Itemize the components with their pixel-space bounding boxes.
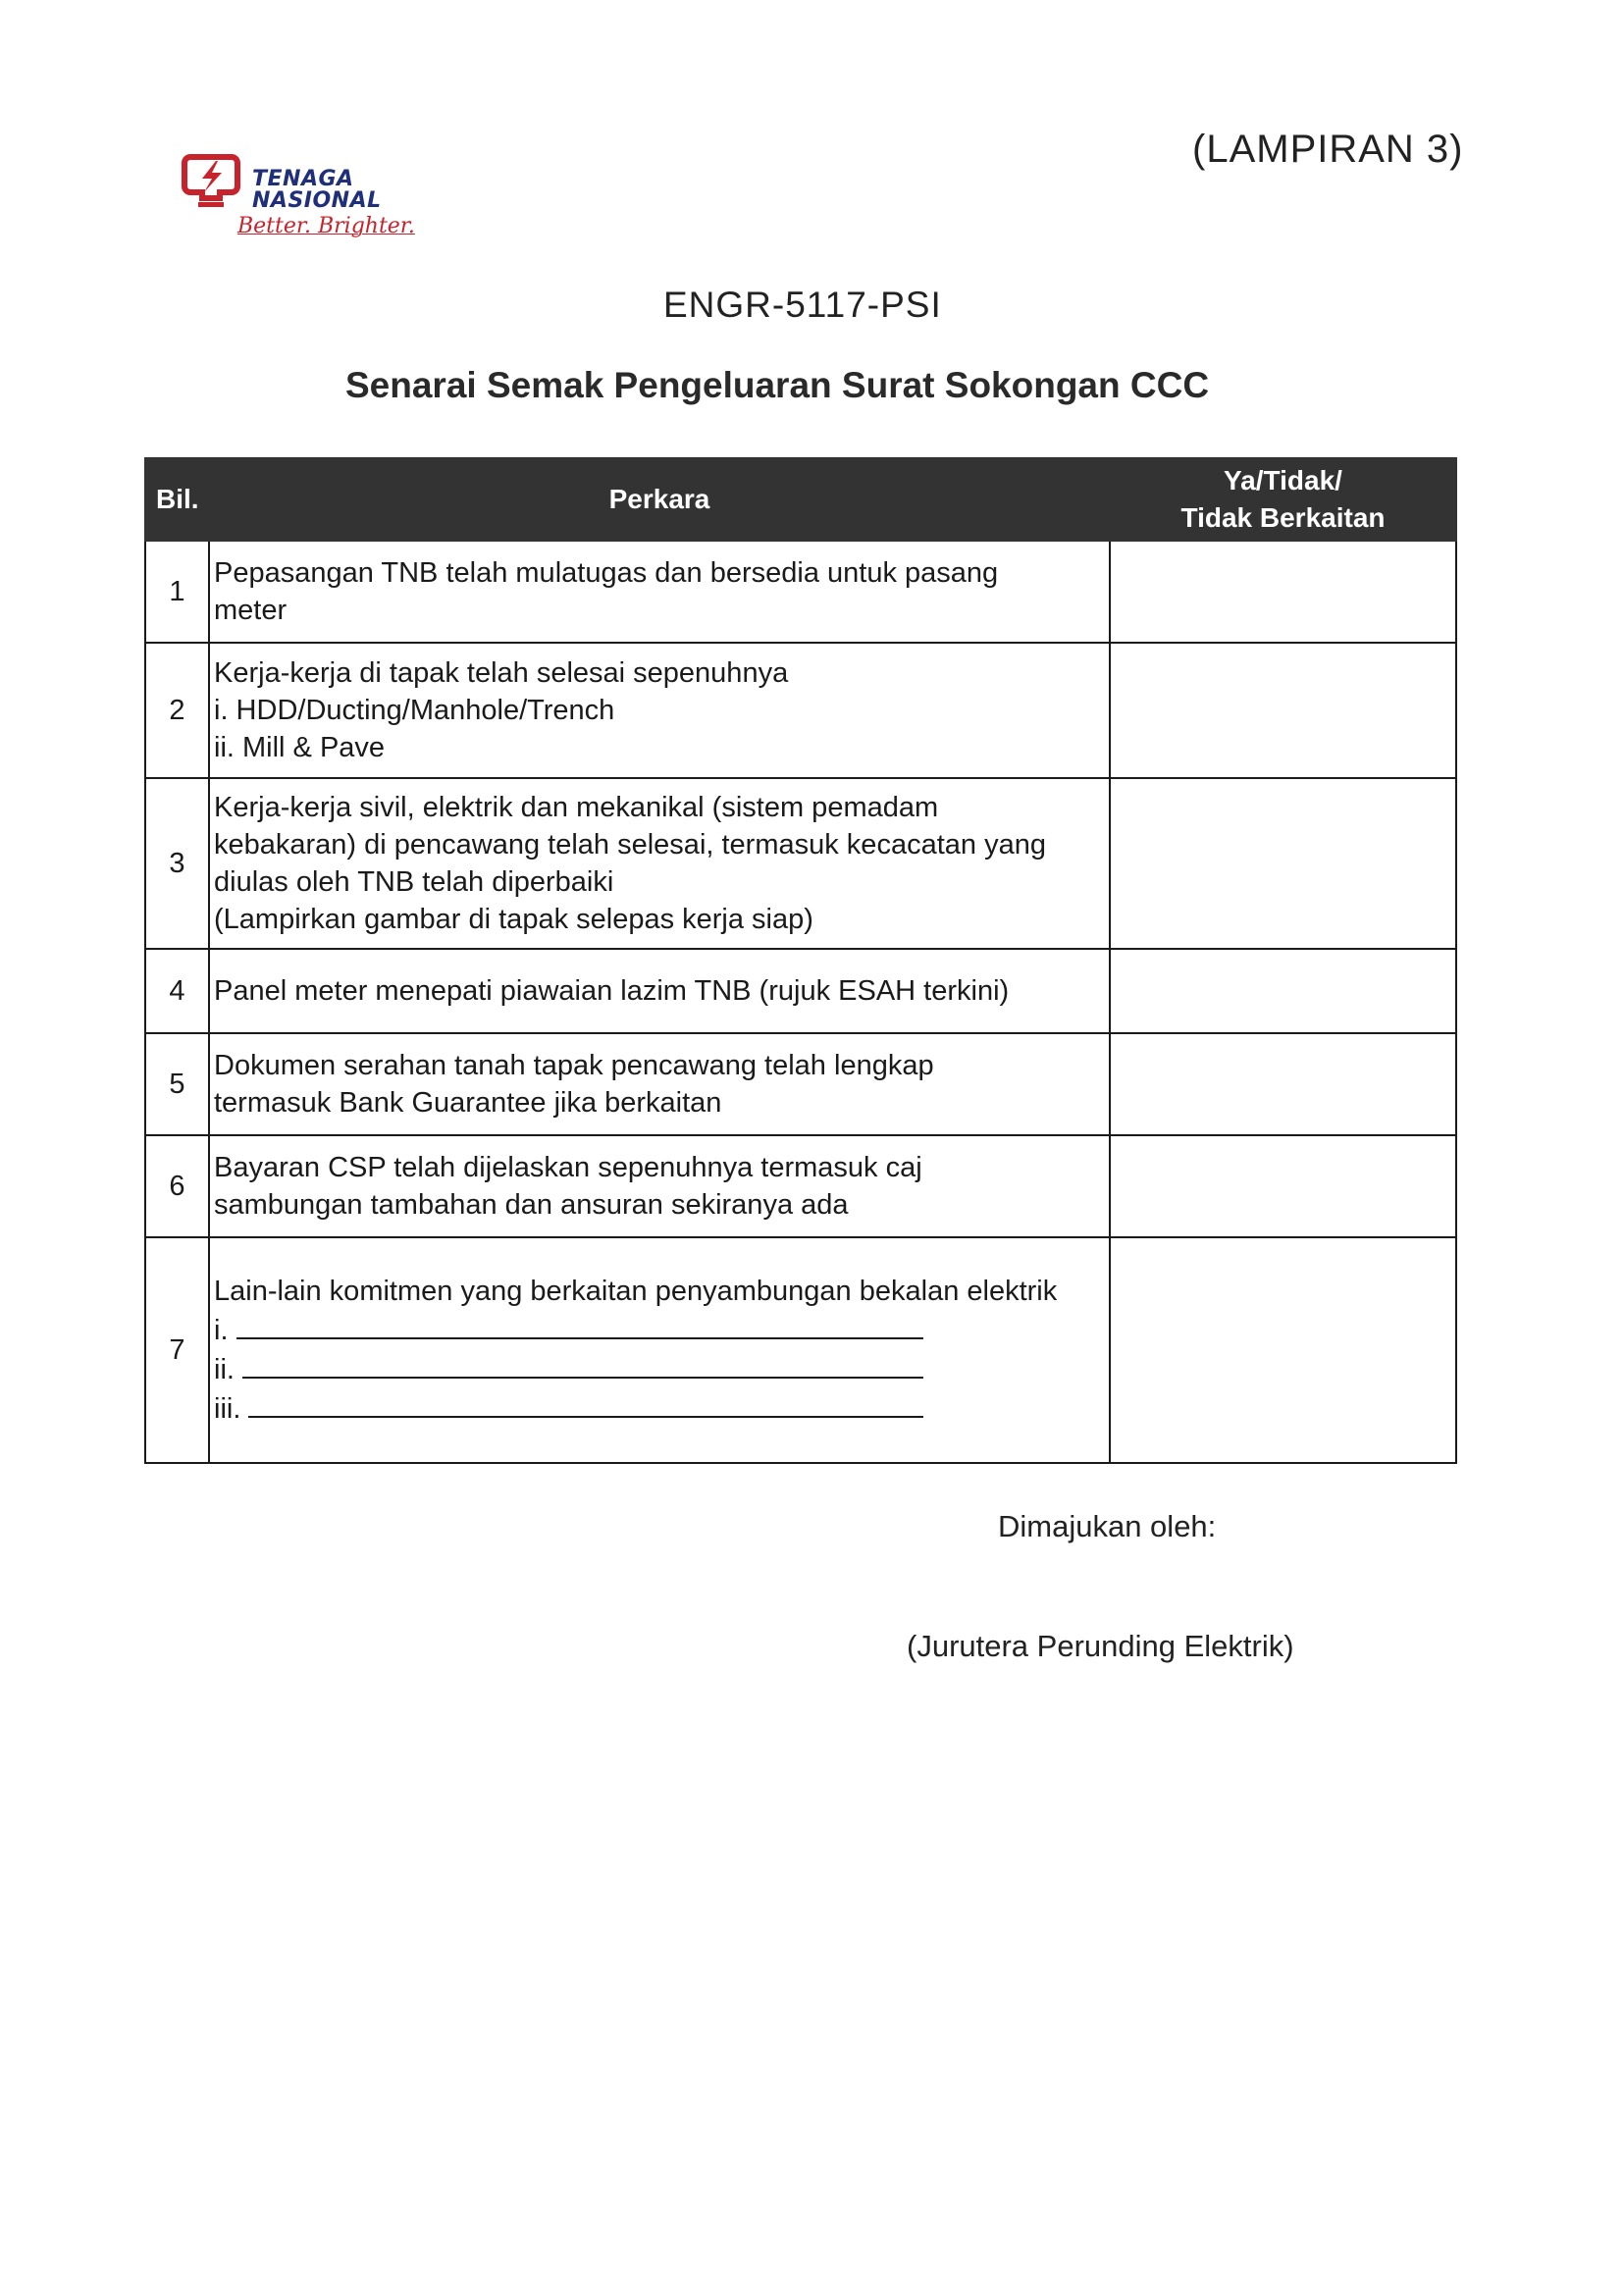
row-status-cell[interactable]	[1110, 1033, 1456, 1135]
row-status-cell[interactable]	[1110, 778, 1456, 949]
item-line: i. HDD/Ducting/Manhole/Trench	[214, 695, 615, 726]
blank-entry	[214, 1349, 1109, 1388]
row-item	[209, 1135, 1110, 1237]
row-number: 2	[145, 643, 209, 778]
row-status-cell[interactable]	[1110, 643, 1456, 778]
blank-entry	[214, 1388, 1109, 1428]
header-status-line2: Tidak Berkaitan	[1180, 502, 1386, 533]
item-line: Kerja-kerja sivil, elektrik dan mekanikal (sistem pemadam	[214, 792, 939, 823]
header-perkara: Perkara	[209, 458, 1110, 541]
blank-entry-label: ii.	[214, 1354, 235, 1385]
blank-entry-label: iii.	[214, 1393, 241, 1425]
table-row	[145, 541, 1456, 643]
item-line: Bayaran CSP telah dijelaskan sepenuhnya termasuk caj	[214, 1152, 922, 1183]
tnb-logo	[179, 149, 434, 247]
row-item	[209, 1237, 1110, 1463]
submitted-by-label: Dimajukan oleh:	[998, 1509, 1217, 1543]
item-line: Lain-lain komitmen yang berkaitan penyambungan bekalan elektrik	[214, 1276, 1058, 1307]
item-line: termasuk Bank Guarantee jika berkaitan	[214, 1087, 722, 1119]
table-row	[145, 949, 1456, 1033]
page-title: Senarai Semak Pengeluaran Surat Sokongan CCC	[345, 365, 1210, 405]
row-status-cell[interactable]	[1110, 1135, 1456, 1237]
table-row	[145, 1135, 1456, 1237]
row-status-cell[interactable]	[1110, 1237, 1456, 1463]
blank-entry	[214, 1310, 1109, 1349]
table-header-row	[145, 458, 1456, 541]
blank-fill-line[interactable]	[242, 1349, 923, 1379]
row-item	[209, 541, 1110, 643]
row-item	[209, 949, 1110, 1033]
table-row	[145, 1237, 1456, 1463]
row-item	[209, 778, 1110, 949]
logo-name-line2: NASIONAL	[252, 188, 382, 213]
header-status-line1: Ya/Tidak/	[1224, 465, 1342, 496]
table-row	[145, 1033, 1456, 1135]
item-line: Kerja-kerja di tapak telah selesai sepenuhnya	[214, 657, 789, 689]
row-number: 6	[145, 1135, 209, 1237]
item-line: sambungan tambahan dan ansuran sekiranya ada	[214, 1189, 849, 1221]
item-line: kebakaran) di pencawang telah selesai, termasuk kecacatan yang	[214, 829, 1046, 861]
checklist-table	[144, 457, 1457, 1464]
document-code: ENGR-5117-PSI	[663, 285, 942, 325]
row-status-cell[interactable]	[1110, 541, 1456, 643]
table-row	[145, 778, 1456, 949]
row-status-cell[interactable]	[1110, 949, 1456, 1033]
blank-entry-label: i.	[214, 1315, 229, 1346]
item-line: ii. Mill & Pave	[214, 732, 386, 763]
logo-tagline: Better. Brighter.	[237, 214, 415, 238]
row-number: 5	[145, 1033, 209, 1135]
row-item	[209, 1033, 1110, 1135]
logo-name-line1: TENAGA	[252, 167, 354, 191]
lampiran-label: (LAMPIRAN 3)	[1192, 128, 1464, 171]
blank-fill-line[interactable]	[236, 1310, 923, 1339]
blank-fill-line[interactable]	[248, 1388, 923, 1418]
engineer-label: (Jurutera Perunding Elektrik)	[907, 1629, 1294, 1663]
header-status	[1110, 458, 1456, 541]
item-line: diulas oleh TNB telah diperbaiki	[214, 866, 614, 898]
item-line: Panel meter menepati piawaian lazim TNB (rujuk ESAH terkini)	[214, 975, 1010, 1007]
row-number: 7	[145, 1237, 209, 1463]
item-line: Pepasangan TNB telah mulatugas dan bersedia untuk pasang	[214, 557, 999, 589]
tnb-lightning-icon	[179, 149, 243, 218]
header-bil: Bil.	[145, 458, 209, 541]
row-number: 3	[145, 778, 209, 949]
table-row	[145, 643, 1456, 778]
item-line: meter	[214, 595, 288, 626]
row-number: 4	[145, 949, 209, 1033]
item-line: Dokumen serahan tanah tapak pencawang telah lengkap	[214, 1050, 934, 1081]
row-item	[209, 643, 1110, 778]
item-line: (Lampirkan gambar di tapak selepas kerja siap)	[214, 904, 813, 935]
row-number: 1	[145, 541, 209, 643]
